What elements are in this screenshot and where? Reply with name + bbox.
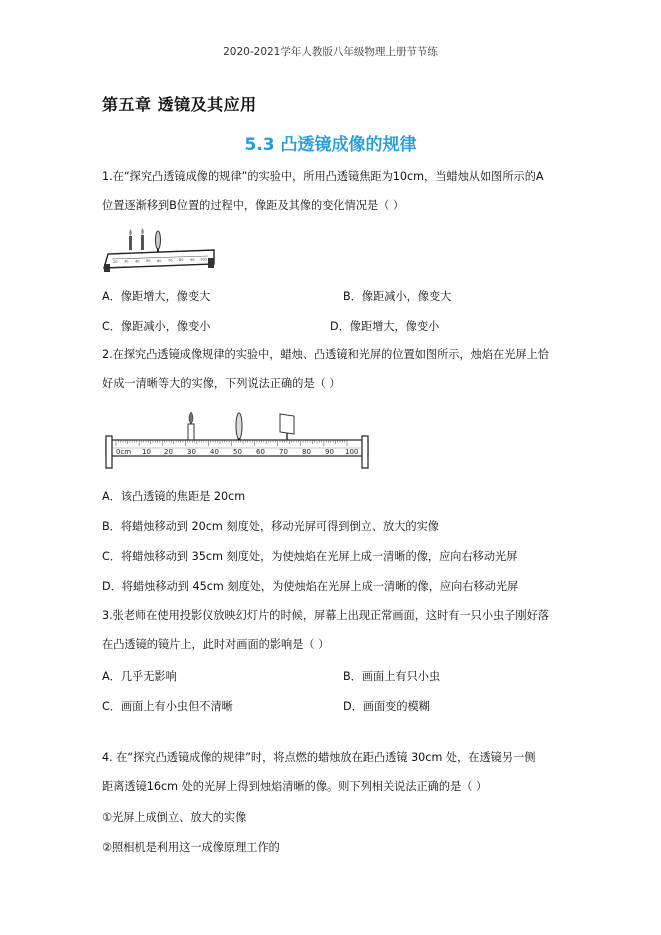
q1-optical-bench-figure <box>102 226 218 274</box>
ruler-label: 60 <box>256 448 265 456</box>
candle-b-icon <box>141 228 144 250</box>
q3-option-b: B．画面上有只小虫 <box>343 670 441 683</box>
ruler-label: 80 <box>302 448 311 456</box>
ruler-label: 90 <box>325 448 334 456</box>
svg-text:70: 70 <box>168 258 173 263</box>
candle-icon <box>188 412 194 440</box>
svg-text:60: 60 <box>157 258 162 263</box>
ruler-label: 70 <box>279 448 288 456</box>
svg-text:20: 20 <box>113 260 118 264</box>
svg-text:80: 80 <box>179 258 184 263</box>
svg-text:90: 90 <box>190 257 195 262</box>
ruler-label: 50 <box>233 448 242 456</box>
svg-text:30: 30 <box>124 259 129 264</box>
q2-stem-line1: 2.在探究凸透镜成像规律的实验中，蜡烛、凸透镜和光屏的位置如图所示，烛焰在光屏上恰 <box>102 348 549 361</box>
screen-icon <box>280 414 294 440</box>
section-title: 5.3 凸透镜成像的规律 <box>244 135 417 155</box>
candle-a-icon <box>129 229 132 250</box>
svg-text:40: 40 <box>135 259 140 264</box>
q1-stem-line2: 位置逐渐移到B位置的过程中，像距及其像的变化情况是（ ） <box>102 199 405 212</box>
svg-text:100: 100 <box>200 257 207 262</box>
q2-optical-bench-figure <box>102 408 372 470</box>
q1-option-d: D．像距增大，像变小 <box>330 320 440 333</box>
page-header: 2020-2021学年人教版八年级物理上册节节练 <box>223 46 438 58</box>
q3-stem-line2: 在凸透镜的镜片上，此时对画面的影响是（ ） <box>102 638 330 651</box>
ruler-label: 20 <box>164 448 173 456</box>
ruler-label: 10 <box>142 448 151 456</box>
q4-statement-1: ①光屏上成倒立、放大的实像 <box>102 811 247 824</box>
q3-option-a: A．几乎无影响 <box>102 670 177 683</box>
q1-option-a: A．像距增大，像变大 <box>102 290 211 303</box>
q3-option-c: C．画面上有小虫但不清晰 <box>102 700 233 713</box>
q1-option-b: B．像距减小，像变大 <box>343 290 452 303</box>
chapter-title: 第五章 透镜及其应用 <box>102 95 257 114</box>
lens-icon <box>156 231 161 252</box>
q2-option-b: B．将蜡烛移动到 20cm 刻度处，移动光屏可得到倒立、放大的实像 <box>102 520 439 533</box>
ruler-label: 0cm <box>116 448 132 456</box>
q2-option-d: D．将蜡烛移动到 45cm 刻度处，为使烛焰在光屏上成一清晰的像，应向右移动光屏 <box>102 580 519 593</box>
ruler-label: 30 <box>187 448 196 456</box>
q1-option-c: C．像距减小，像变小 <box>102 320 211 333</box>
q2-option-c: C．将蜡烛移动到 35cm 刻度处，为使烛焰在光屏上成一清晰的像，应向右移动光屏 <box>102 550 518 563</box>
ruler-label: 40 <box>210 448 219 456</box>
q2-option-a: A．该凸透镜的焦距是 20cm <box>102 490 246 503</box>
q4-stem-line1: 4. 在“探究凸透镜成像的规律”时，将点燃的蜡烛放在距凸透镜 30cm 处，在透镜另一侧 <box>102 751 536 764</box>
q1-stem-line1: 1.在“探究凸透镜成像的规律”的实验中，所用凸透镜焦距为10cm，当蜡烛从如图所示的A <box>102 170 544 183</box>
lens-icon <box>236 413 242 441</box>
ruler-label: 100 <box>345 448 359 456</box>
svg-text:50: 50 <box>146 259 151 264</box>
q4-statement-2: ②照相机是利用这一成像原理工作的 <box>102 841 280 854</box>
q2-stem-line2: 好成一清晰等大的实像，下列说法正确的是（ ） <box>102 377 341 390</box>
q3-stem-line1: 3.张老师在使用投影仪放映幻灯片的时候，屏幕上出现正常画面，这时有一只小虫子刚好落 <box>102 609 549 622</box>
q3-option-d: D．画面变的模糊 <box>343 700 430 713</box>
q4-stem-line2: 距离透镜16cm 处的光屏上得到烛焰清晰的像。则下列相关说法正确的是（ ） <box>102 780 488 793</box>
